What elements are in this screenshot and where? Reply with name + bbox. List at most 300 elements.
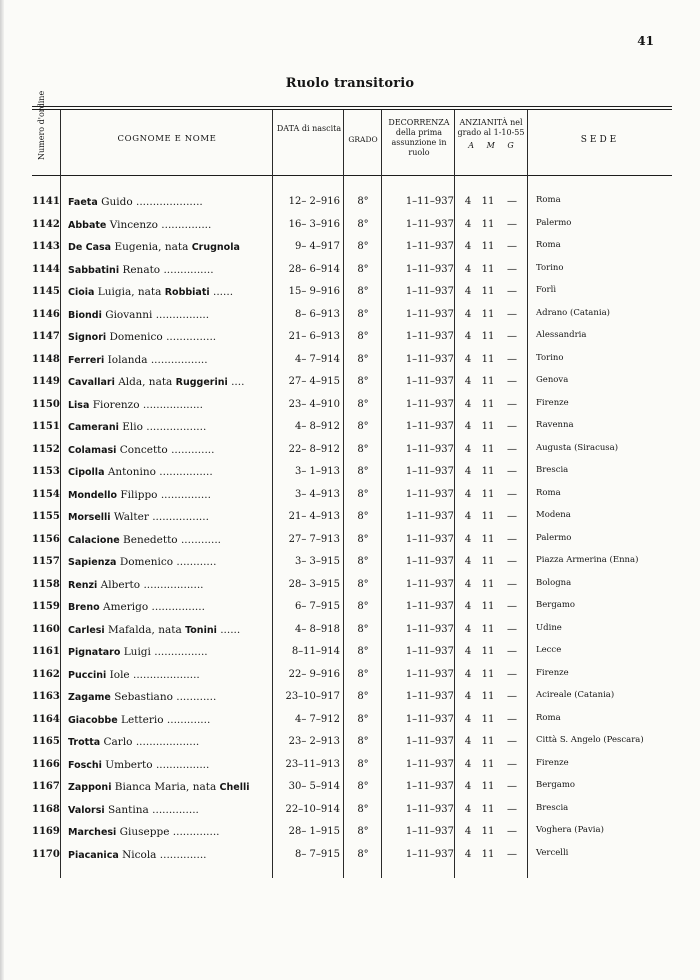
table-row <box>32 534 672 557</box>
table-row <box>32 646 672 669</box>
table-row <box>32 781 672 804</box>
decorrenza-cell: 1–11–937 <box>405 196 454 207</box>
mesi-cell: 11 <box>481 466 495 477</box>
surname: Carlesi <box>68 624 105 636</box>
giorni-cell: — <box>507 668 517 680</box>
dot-leader: ................ <box>154 646 208 658</box>
number-cell: 1147 <box>32 331 60 342</box>
number-cell: 1142 <box>32 218 60 230</box>
name-cell <box>68 421 300 433</box>
dot-leader: ................... <box>135 736 200 748</box>
mesi-cell: 11 <box>481 556 495 567</box>
name-cell <box>68 534 300 546</box>
mesi-cell: 11 <box>481 533 495 545</box>
dot-leader: ............... <box>163 263 214 276</box>
name-cell <box>68 399 300 411</box>
mesi-cell: 11 <box>481 511 495 522</box>
decorrenza-cell: 1–11–937 <box>405 376 454 387</box>
decorrenza-cell: 1–11–937 <box>405 713 454 725</box>
surname: Lisa <box>68 399 90 411</box>
number-cell: 1168 <box>32 803 60 815</box>
header-amg: A M G <box>468 141 514 150</box>
number-cell: 1158 <box>32 578 60 590</box>
anni-cell: 4 <box>464 511 472 522</box>
given-name: Renato <box>122 263 161 276</box>
mesi-cell: 11 <box>481 376 495 387</box>
mesi-cell: 11 <box>481 196 495 207</box>
grado-cell: 8° <box>357 578 369 590</box>
grado-cell: 8° <box>357 826 369 837</box>
dot-leader: ................ <box>151 601 205 613</box>
given-name: Luigi <box>123 646 151 658</box>
grado-cell: 8° <box>357 488 369 500</box>
sede-cell: Forlì <box>536 285 557 295</box>
surname: Cavallari <box>68 377 115 388</box>
birthdate-cell: 27– 7–913 <box>288 533 340 545</box>
table-row <box>32 219 672 242</box>
surname: Colamasi <box>68 444 117 456</box>
grado-cell: 8° <box>357 218 369 230</box>
sede-cell: Città S. Angelo (Pescara) <box>536 735 644 745</box>
table-row <box>32 196 672 219</box>
sede-cell: Acireale (Catania) <box>536 690 615 700</box>
sede-cell: Adrano (Catania) <box>536 307 610 318</box>
grado-cell: 8° <box>357 781 369 792</box>
given-name: Giovanni <box>105 308 153 321</box>
anni-cell: 4 <box>464 601 472 612</box>
header-sede: SEDE <box>580 135 620 145</box>
dot-leader: ................. <box>152 511 209 523</box>
birthdate-cell: 23–10–917 <box>285 691 340 702</box>
surname: Renzi <box>68 579 98 591</box>
dot-leader: .............. <box>172 826 220 838</box>
number-cell: 1141 <box>32 196 60 207</box>
given-name: Benedetto <box>123 533 178 546</box>
table-row <box>32 376 672 399</box>
decorrenza-cell: 1–11–937 <box>405 286 454 297</box>
birthdate-cell: 3– 3–915 <box>295 556 340 567</box>
giorni-cell: — <box>507 488 517 500</box>
decorrenza-cell: 1–11–937 <box>405 758 454 770</box>
mesi-cell: 11 <box>481 623 495 635</box>
mesi-cell: 11 <box>481 263 495 275</box>
table-row <box>32 331 672 354</box>
giorni-cell: — <box>507 466 517 477</box>
mesi-cell: 11 <box>481 848 495 860</box>
mesi-cell: 11 <box>481 713 495 725</box>
header-date: DATA di nascita <box>276 124 342 133</box>
given-name: Domenico <box>119 556 174 568</box>
grado-cell: 8° <box>357 533 369 545</box>
page-number: 41 <box>637 34 654 48</box>
mesi-cell: 11 <box>481 578 495 590</box>
dot-leader: ...... <box>220 623 241 636</box>
number-cell: 1150 <box>32 398 60 410</box>
sede-cell: Roma <box>536 240 561 250</box>
giorni-cell: — <box>507 308 517 320</box>
grado-cell: 8° <box>357 466 369 477</box>
anni-cell: 4 <box>464 398 472 410</box>
given-name: Alberto <box>100 578 141 591</box>
sede-cell: Udine <box>536 622 562 633</box>
name-cell <box>68 466 300 478</box>
sede-cell: Brescia <box>536 802 569 813</box>
header-anzianita <box>455 118 527 151</box>
anni-cell: 4 <box>464 196 472 207</box>
giorni-cell: — <box>507 578 517 590</box>
anni-cell: 4 <box>464 488 472 500</box>
dot-leader: .................. <box>146 421 207 433</box>
given-name: Vincenzo <box>109 218 158 231</box>
name-cell <box>68 376 300 388</box>
sede-cell: Piazza Armerina (Enna) <box>536 555 639 565</box>
given-name: Amerigo <box>103 601 149 613</box>
dot-leader: ............ <box>176 556 217 568</box>
anni-cell: 4 <box>464 263 472 275</box>
dot-leader: ............... <box>166 331 217 343</box>
dot-leader: .............. <box>152 803 199 816</box>
sede-cell: Vercelli <box>536 847 569 858</box>
giorni-cell: — <box>507 353 517 365</box>
header-name: COGNOME E NOME <box>117 134 217 144</box>
anni-cell: 4 <box>464 848 472 860</box>
anni-cell: 4 <box>464 353 472 365</box>
grado-cell: 8° <box>357 421 369 432</box>
giorni-cell: — <box>507 691 517 702</box>
grado-cell: 8° <box>357 691 369 702</box>
decorrenza-cell: 1–11–937 <box>405 601 454 612</box>
name-cell <box>68 309 300 321</box>
table-row <box>32 624 672 647</box>
birthdate-cell: 9– 4–917 <box>295 241 340 252</box>
anni-cell: 4 <box>464 803 472 815</box>
table-row <box>32 286 672 309</box>
surname: Foschi <box>68 759 102 771</box>
header-number: Numero d'ordine <box>37 90 46 160</box>
grado-cell: 8° <box>357 263 369 275</box>
name-cell <box>68 691 300 703</box>
given-name: Sebastiano <box>114 691 173 703</box>
number-cell: 1155 <box>32 511 60 522</box>
name-cell <box>68 624 300 636</box>
anni-cell: 4 <box>464 781 472 792</box>
given-name: Giuseppe <box>119 826 170 838</box>
sede-cell: Augusta (Siracusa) <box>536 442 619 453</box>
giorni-cell: — <box>507 376 517 387</box>
table-row <box>32 669 672 692</box>
mesi-cell: 11 <box>481 758 495 770</box>
name-cell <box>68 826 300 838</box>
table-row <box>32 556 672 579</box>
given-name: Alda, nata <box>118 376 173 388</box>
anni-cell: 4 <box>464 218 472 230</box>
surname: Camerani <box>68 422 119 433</box>
sede-cell: Palermo <box>536 217 572 228</box>
anni-cell: 4 <box>464 691 472 702</box>
given-name: Santina <box>107 803 149 816</box>
decorrenza-cell: 1–11–937 <box>405 331 454 342</box>
birthdate-cell: 4– 8–918 <box>295 623 340 635</box>
grado-cell: 8° <box>357 713 369 725</box>
name-cell <box>68 331 300 343</box>
name-cell <box>68 759 300 771</box>
table-row <box>32 804 672 827</box>
grado-cell: 8° <box>357 376 369 387</box>
anni-cell: 4 <box>464 578 472 590</box>
grado-cell: 8° <box>357 353 369 365</box>
table-row <box>32 691 672 714</box>
name-cell <box>68 489 300 501</box>
name-cell <box>68 804 300 816</box>
mesi-cell: 11 <box>481 421 495 432</box>
mesi-cell: 11 <box>481 308 495 320</box>
giorni-cell: — <box>507 713 517 725</box>
number-cell: 1148 <box>32 353 60 365</box>
surname: Cioia <box>68 287 95 298</box>
giorni-cell: — <box>507 781 517 792</box>
decorrenza-cell: 1–11–937 <box>405 578 454 590</box>
given-name: Mafalda, nata <box>108 623 182 636</box>
surname: Abbate <box>68 219 107 231</box>
birthdate-cell: 15– 9–916 <box>288 286 340 297</box>
table-row <box>32 354 672 377</box>
table-row <box>32 714 672 737</box>
maiden-surname: Ruggerini <box>175 377 228 388</box>
table-row <box>32 826 672 849</box>
decorrenza-cell: 1–11–937 <box>405 668 454 680</box>
surname: Piacanica <box>68 849 119 861</box>
given-name: Concetto <box>119 443 168 456</box>
mesi-cell: 11 <box>481 353 495 365</box>
grado-cell: 8° <box>357 736 369 747</box>
given-name: Carlo <box>103 736 133 748</box>
number-cell: 1162 <box>32 668 60 680</box>
name-cell <box>68 444 300 456</box>
giorni-cell: — <box>507 241 517 252</box>
given-name: Domenico <box>109 331 163 343</box>
anni-cell: 4 <box>464 443 472 455</box>
dot-leader: ................ <box>159 466 213 478</box>
name-cell <box>68 286 300 298</box>
giorni-cell: — <box>507 398 517 410</box>
birthdate-cell: 28– 6–914 <box>288 263 340 275</box>
table-row <box>32 759 672 782</box>
sede-cell: Bologna <box>536 577 572 588</box>
birthdate-cell: 23– 2–913 <box>288 736 340 747</box>
anni-cell: 4 <box>464 466 472 477</box>
name-cell <box>68 849 300 861</box>
name-cell <box>68 264 300 276</box>
giorni-cell: — <box>507 848 517 860</box>
birthdate-cell: 8– 6–913 <box>295 308 340 320</box>
sede-cell: Voghera (Pavia) <box>536 825 604 835</box>
page-title: Ruolo transitorio <box>285 76 415 91</box>
decorrenza-cell: 1–11–937 <box>405 691 454 702</box>
giorni-cell: — <box>507 331 517 342</box>
grado-cell: 8° <box>357 196 369 207</box>
number-cell: 1149 <box>32 376 60 387</box>
dot-leader: ............... <box>161 218 212 231</box>
table-row <box>32 466 672 489</box>
giorni-cell: — <box>507 623 517 635</box>
name-cell <box>68 669 300 681</box>
grado-cell: 8° <box>357 241 369 252</box>
sede-cell: Lecce <box>536 645 562 655</box>
birthdate-cell: 6– 7–915 <box>295 601 340 612</box>
decorrenza-cell: 1–11–937 <box>405 443 454 455</box>
decorrenza-cell: 1–11–937 <box>405 241 454 252</box>
surname: Mondello <box>68 489 118 501</box>
name-cell <box>68 196 300 208</box>
number-cell: 1160 <box>32 623 60 635</box>
grado-cell: 8° <box>357 668 369 680</box>
decorrenza-cell: 1–11–937 <box>405 398 454 410</box>
given-name: Fiorenzo <box>92 398 140 411</box>
surname: Valorsi <box>68 804 105 816</box>
dot-leader: .................... <box>136 196 203 208</box>
decorrenza-cell: 1–11–937 <box>405 556 454 567</box>
sede-cell: Firenze <box>536 667 569 678</box>
giorni-cell: — <box>507 556 517 567</box>
name-cell <box>68 354 300 366</box>
number-cell: 1153 <box>32 466 60 477</box>
anni-cell: 4 <box>464 646 472 657</box>
given-name: Luigia, nata <box>97 286 162 298</box>
name-cell <box>68 736 300 748</box>
given-name: Filippo <box>120 488 158 501</box>
grado-cell: 8° <box>357 286 369 297</box>
roster-table <box>32 196 672 871</box>
mesi-cell: 11 <box>481 398 495 410</box>
header-decorrenza: DECORRENZA della prima assunzione in ruolo <box>388 118 450 157</box>
birthdate-cell: 21– 6–913 <box>288 331 340 342</box>
given-name: Antonino <box>107 466 156 478</box>
mesi-cell: 11 <box>481 803 495 815</box>
dot-leader: ............... <box>160 488 211 501</box>
given-name: Umberto <box>105 758 153 771</box>
birthdate-cell: 4– 7–912 <box>295 713 340 725</box>
table-row <box>32 264 672 287</box>
giorni-cell: — <box>507 736 517 747</box>
number-cell: 1145 <box>32 286 60 297</box>
sede-cell: Genova <box>536 375 569 385</box>
birthdate-cell: 4– 8–912 <box>295 421 340 432</box>
sede-cell: Torino <box>536 352 564 363</box>
table-row <box>32 241 672 264</box>
maiden-surname: Robbiati <box>164 287 210 298</box>
anni-cell: 4 <box>464 736 472 747</box>
surname: Biondi <box>68 309 102 321</box>
decorrenza-cell: 1–11–937 <box>405 646 454 657</box>
dot-leader: ................ <box>155 308 210 321</box>
anni-cell: 4 <box>464 668 472 680</box>
decorrenza-cell: 1–11–937 <box>405 421 454 432</box>
birthdate-cell: 12– 2–916 <box>288 196 340 207</box>
maiden-surname: Crugnola <box>191 242 240 253</box>
surname: De Casa <box>68 242 112 253</box>
table-row <box>32 421 672 444</box>
decorrenza-cell: 1–11–937 <box>405 511 454 522</box>
decorrenza-cell: 1–11–937 <box>405 263 454 275</box>
giorni-cell: — <box>507 646 517 657</box>
sede-cell: Torino <box>536 262 564 273</box>
anni-cell: 4 <box>464 308 472 320</box>
header-top-rule <box>32 106 672 107</box>
sede-cell: Roma <box>536 712 561 723</box>
sede-cell: Brescia <box>536 465 569 475</box>
giorni-cell: — <box>507 421 517 432</box>
grado-cell: 8° <box>357 848 369 860</box>
table-row <box>32 444 672 467</box>
table-row <box>32 736 672 759</box>
maiden-surname: Chelli <box>219 782 250 793</box>
anni-cell: 4 <box>464 758 472 770</box>
surname: Breno <box>68 602 100 613</box>
surname: Marchesi <box>68 827 117 838</box>
surname: Morselli <box>68 512 111 523</box>
number-cell: 1151 <box>32 421 60 432</box>
dot-leader: ............. <box>166 713 211 726</box>
surname: Faeta <box>68 197 98 208</box>
giorni-cell: — <box>507 758 517 770</box>
dot-leader: .................... <box>133 668 200 681</box>
decorrenza-cell: 1–11–937 <box>405 848 454 860</box>
decorrenza-cell: 1–11–937 <box>405 803 454 815</box>
birthdate-cell: 28– 1–915 <box>288 826 340 837</box>
decorrenza-cell: 1–11–937 <box>405 736 454 747</box>
name-cell <box>68 601 300 613</box>
sede-cell: Bergamo <box>536 600 576 610</box>
grado-cell: 8° <box>357 601 369 612</box>
grado-cell: 8° <box>357 511 369 522</box>
sede-cell: Modena <box>536 510 571 520</box>
number-cell: 1161 <box>32 646 60 657</box>
number-cell: 1163 <box>32 691 60 702</box>
number-cell: 1166 <box>32 758 60 770</box>
decorrenza-cell: 1–11–937 <box>405 623 454 635</box>
sede-cell: Alessandria <box>536 330 587 340</box>
name-cell <box>68 556 300 568</box>
grado-cell: 8° <box>357 398 369 410</box>
giorni-cell: — <box>507 196 517 207</box>
surname: Sabbatini <box>68 264 120 276</box>
number-cell: 1170 <box>32 848 60 860</box>
giorni-cell: — <box>507 826 517 837</box>
birthdate-cell: 16– 3–916 <box>288 218 340 230</box>
giorni-cell: — <box>507 218 517 230</box>
mesi-cell: 11 <box>481 646 495 657</box>
decorrenza-cell: 1–11–937 <box>405 218 454 230</box>
giorni-cell: — <box>507 803 517 815</box>
birthdate-cell: 4– 7–914 <box>295 353 340 365</box>
given-name: Letterio <box>121 713 164 726</box>
anni-cell: 4 <box>464 713 472 725</box>
dot-leader: ................ <box>155 758 210 771</box>
mesi-cell: 11 <box>481 241 495 252</box>
header-top-rule-2 <box>32 109 672 110</box>
birthdate-cell: 22– 8–912 <box>288 443 340 455</box>
giorni-cell: — <box>507 443 517 455</box>
number-cell: 1159 <box>32 601 60 612</box>
sede-cell: Firenze <box>536 757 569 768</box>
given-name: Eugenia, nata <box>114 241 189 253</box>
name-cell <box>68 646 300 658</box>
sede-cell: Palermo <box>536 532 572 543</box>
grado-cell: 8° <box>357 758 369 770</box>
grado-cell: 8° <box>357 646 369 657</box>
name-cell <box>68 511 300 523</box>
given-name: Bianca Maria, nata <box>114 781 217 793</box>
